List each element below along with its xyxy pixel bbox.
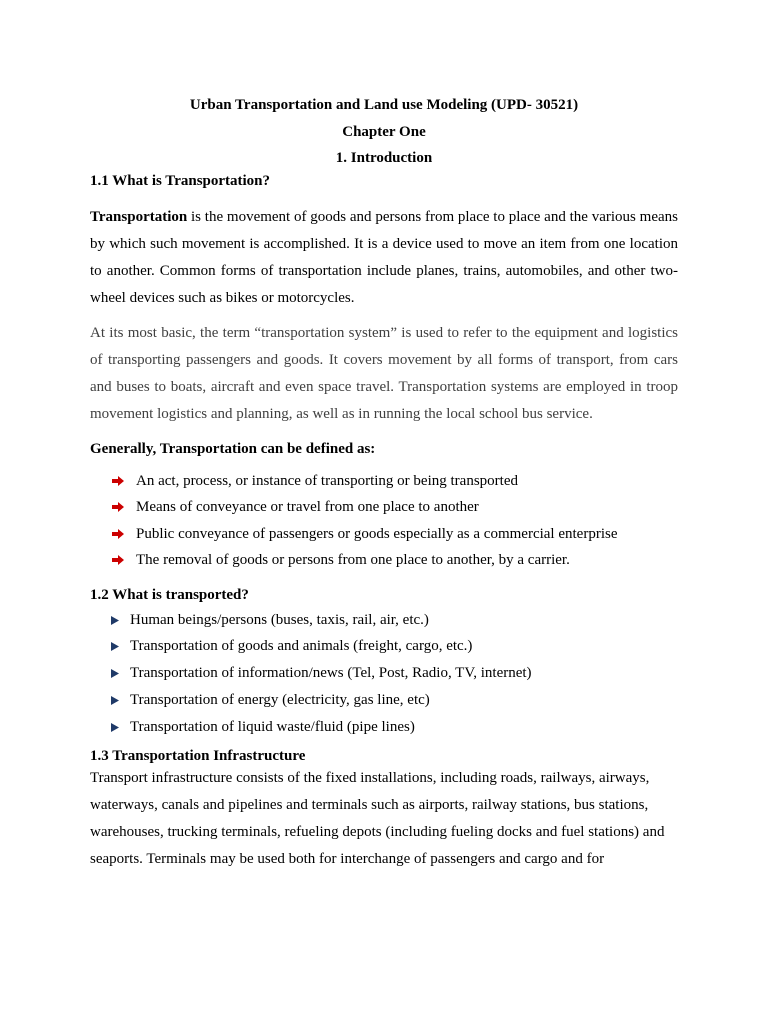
heading-transportation-infrastructure: 1.3 Transportation Infrastructure — [90, 748, 306, 765]
definition-text: Means of conveyance or travel from one place to another — [136, 499, 479, 515]
arrow-bullet-icon — [112, 555, 124, 565]
document-page — [90, 92, 678, 873]
list-item — [90, 660, 678, 687]
paragraph-line: waterways, canals and pipelines and terminals such as airports, railway stations, bus stations, — [90, 797, 649, 814]
term-transportation: Transportation — [90, 208, 188, 225]
transported-text: Transportation of energy (electricity, gas line, etc) — [130, 691, 430, 708]
paragraph-transportation-text: is the movement of goods and persons from place to place and the various means by which such movement is accomplished. It is a device used to move an item from one location to another. Common forms of transportation include planes, trains, automobiles, and other two-wheel devices such as bikes or motorcycles. — [90, 208, 678, 306]
list-item — [90, 607, 678, 634]
document-title: Urban Transportation and Land use Modeling (UPD- 30521) — [189, 97, 579, 113]
triangle-bullet-icon — [111, 616, 119, 625]
triangle-bullet-icon — [111, 642, 119, 651]
definition-text: The removal of goods or persons from one place to another, by a carrier. — [136, 552, 570, 568]
paragraph-infrastructure — [90, 765, 678, 873]
transported-text: Transportation of liquid waste/fluid (pipe lines) — [130, 718, 415, 735]
arrow-bullet-icon — [112, 529, 124, 539]
transported-text: Transportation of information/news (Tel, Post, Radio, TV, internet) — [130, 665, 532, 682]
paragraph-line: warehouses, trucking terminals, refueling depots (including fueling docks and fuel stations) and — [90, 824, 665, 841]
arrow-bullet-icon — [112, 502, 124, 512]
paragraph-transportation-system: At its most basic, the term “transportation system” is used to refer to the equipment and logistics of transporting passengers and goods. It covers movement by all forms of transport, from cars and buses to boats, aircraft and even space travel. Transportation systems are employed in troop movement logistics and planning, as well as in running the local school bus service. — [90, 324, 678, 422]
list-item — [90, 633, 678, 660]
definition-list — [90, 468, 678, 574]
heading-what-is-transported: 1.2 What is transported? — [90, 586, 249, 603]
list-item — [90, 687, 678, 714]
transported-text: Transportation of goods and animals (freight, cargo, etc.) — [130, 638, 473, 655]
paragraph-line: Transport infrastructure consists of the fixed installations, including roads, railways, airways, — [90, 770, 650, 787]
heading-generally-defined: Generally, Transportation can be defined as: — [90, 440, 376, 457]
list-item — [90, 521, 678, 548]
triangle-bullet-icon — [111, 669, 119, 678]
arrow-bullet-icon — [112, 476, 124, 486]
list-item — [90, 547, 678, 574]
triangle-bullet-icon — [111, 723, 119, 732]
paragraph-transportation-definition — [90, 204, 678, 312]
chapter-title: Chapter One — [342, 123, 426, 140]
transported-list — [90, 607, 678, 741]
list-item — [90, 494, 678, 521]
list-item — [90, 468, 678, 495]
paragraph-line: seaports. Terminals may be used both for interchange of passengers and cargo and for — [90, 851, 605, 868]
transported-text: Human beings/persons (buses, taxis, rail, air, etc.) — [130, 611, 429, 628]
triangle-bullet-icon — [111, 696, 119, 705]
definition-text: Public conveyance of passengers or goods especially as a commercial enterprise — [136, 525, 618, 542]
section-title: 1. Introduction — [335, 150, 433, 166]
definition-text: An act, process, or instance of transporting or being transported — [136, 472, 518, 489]
list-item — [90, 714, 678, 741]
heading-what-is-transportation: 1.1 What is Transportation? — [90, 172, 271, 189]
